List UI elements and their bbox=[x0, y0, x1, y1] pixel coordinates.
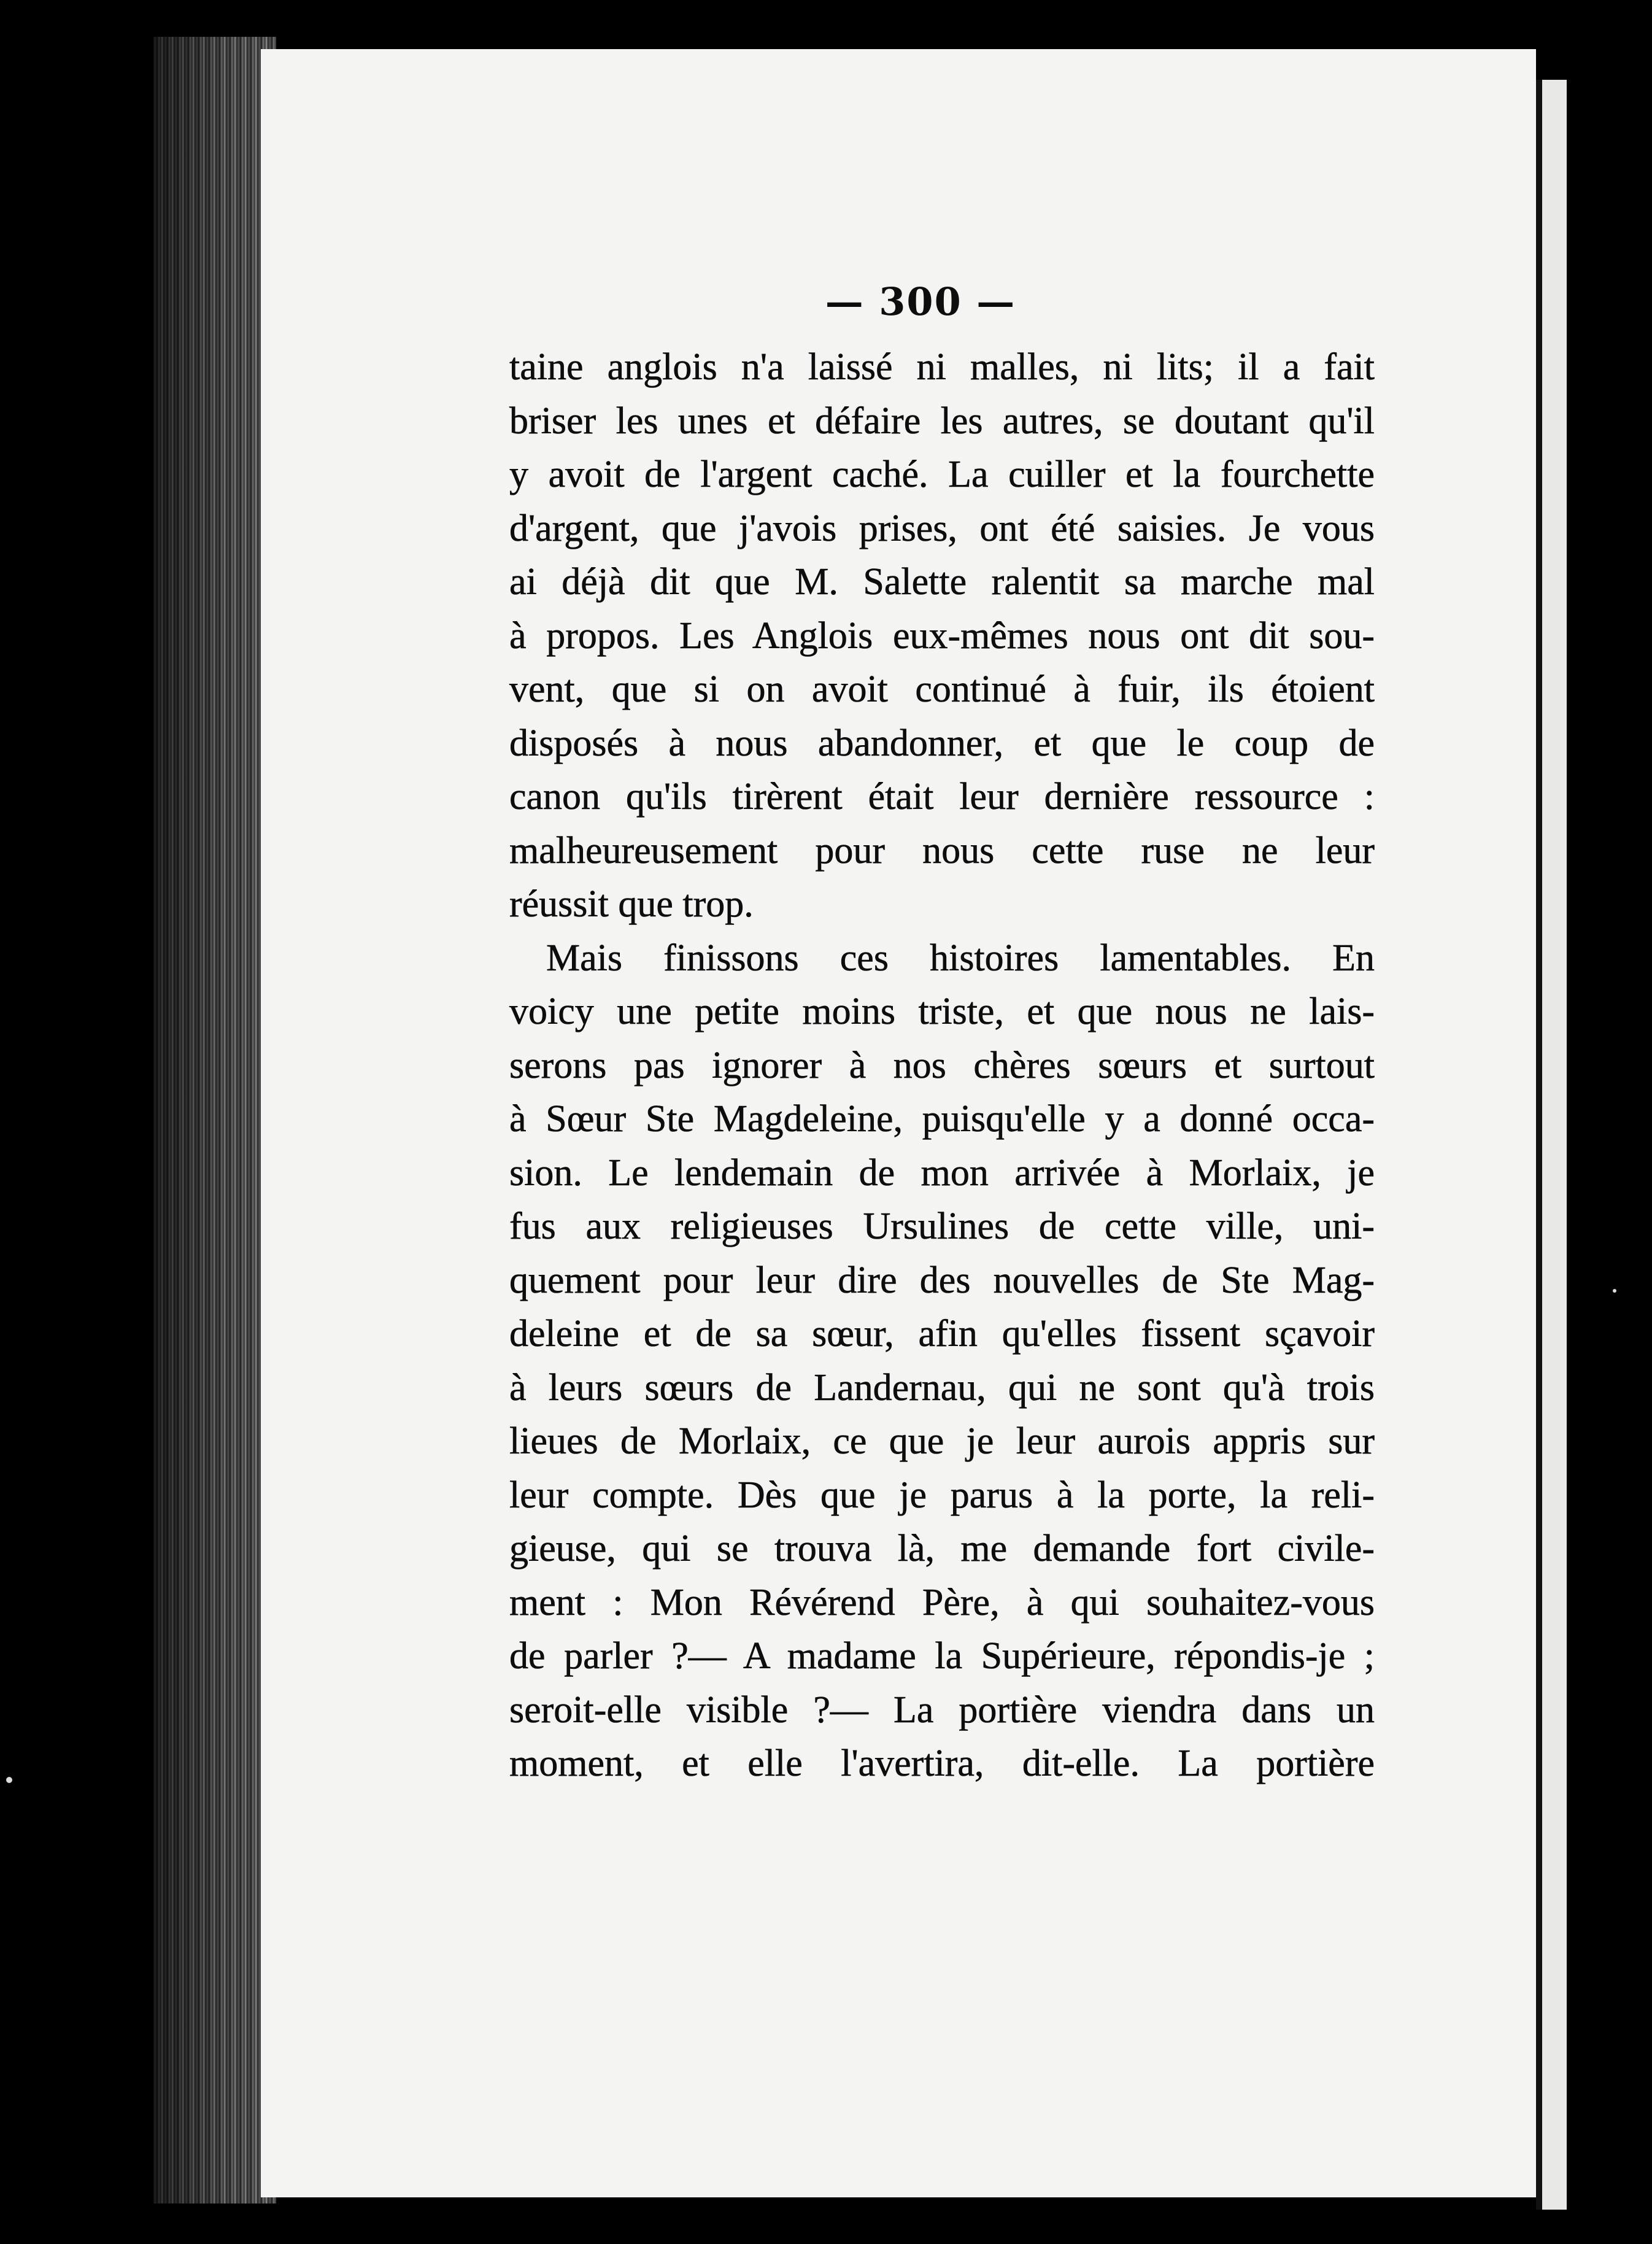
text-line: ai déjà dit que M. Salette ralentit sa marche mal bbox=[509, 561, 1375, 603]
text-line: à leurs sœurs de Landernau, qui ne sont qu'à trois bbox=[509, 1366, 1375, 1409]
page-body bbox=[509, 341, 1375, 1791]
page-number: — 300 — bbox=[825, 279, 1016, 324]
text-line: disposés à nous abandonner, et que le coup de bbox=[509, 722, 1375, 764]
text-line: ment : Mon Révérend Père, à qui souhaitez-vous bbox=[509, 1581, 1375, 1623]
text-line: vent, que si on avoit continué à fuir, ils étoient bbox=[509, 668, 1375, 710]
text-line: à Sœur Ste Magdeleine, puisqu'elle y a donné occa- bbox=[509, 1098, 1375, 1140]
text-line: d'argent, que j'avois prises, ont été saisies. Je vous bbox=[509, 507, 1375, 549]
text-line: à propos. Les Anglois eux-mêmes nous ont dit sou- bbox=[509, 614, 1375, 657]
text-line-paragraph-end: réussit que trop. bbox=[509, 883, 754, 925]
text-line: malheureusement pour nous cette ruse ne leur bbox=[509, 829, 1375, 872]
text-line: sion. Le lendemain de mon arrivée à Morlaix, je bbox=[509, 1151, 1375, 1194]
text-line: gieuse, qui se trouva là, me demande fort civile- bbox=[509, 1528, 1375, 1569]
text-line: quement pour leur dire des nouvelles de Ste Mag- bbox=[509, 1259, 1375, 1301]
text-line: seroit-elle visible ?— La portière viendra dans un bbox=[509, 1689, 1375, 1731]
text-line: canon qu'ils tirèrent était leur dernière ressource : bbox=[509, 776, 1375, 818]
text-line: taine anglois n'a laissé ni malles, ni lits; il a fait bbox=[509, 346, 1375, 388]
text-line: serons pas ignorer à nos chères sœurs et surtout bbox=[509, 1044, 1375, 1086]
scan-speck bbox=[6, 1777, 12, 1783]
text-line-paragraph-start: Mais finissons ces histoires lamentables. En bbox=[546, 937, 1375, 979]
text-line: lieues de Morlaix, ce que je leur aurois appris sur bbox=[509, 1420, 1375, 1462]
text-line: voicy une petite moins triste, et que nous ne lais- bbox=[509, 991, 1375, 1032]
text-line: fus aux religieuses Ursulines de cette ville, uni- bbox=[509, 1205, 1375, 1247]
text-line: deleine et de sa sœur, afin qu'elles fissent sçavoir bbox=[509, 1313, 1375, 1355]
book-edge-shadow bbox=[153, 37, 276, 2203]
text-line: leur compte. Dès que je parus à la porte, la reli- bbox=[509, 1474, 1375, 1516]
text-line: de parler ?— A madame la Supérieure, répondis-je ; bbox=[509, 1635, 1375, 1677]
scan-speck bbox=[1613, 1289, 1616, 1293]
text-line: y avoit de l'argent caché. La cuiller et la fourchette bbox=[509, 454, 1375, 495]
scan-border-right bbox=[1567, 0, 1652, 2244]
text-line: moment, et elle l'avertira, dit-elle. La portière bbox=[509, 1743, 1375, 1784]
text-line: briser les unes et défaire les autres, se doutant qu'il bbox=[509, 400, 1375, 442]
